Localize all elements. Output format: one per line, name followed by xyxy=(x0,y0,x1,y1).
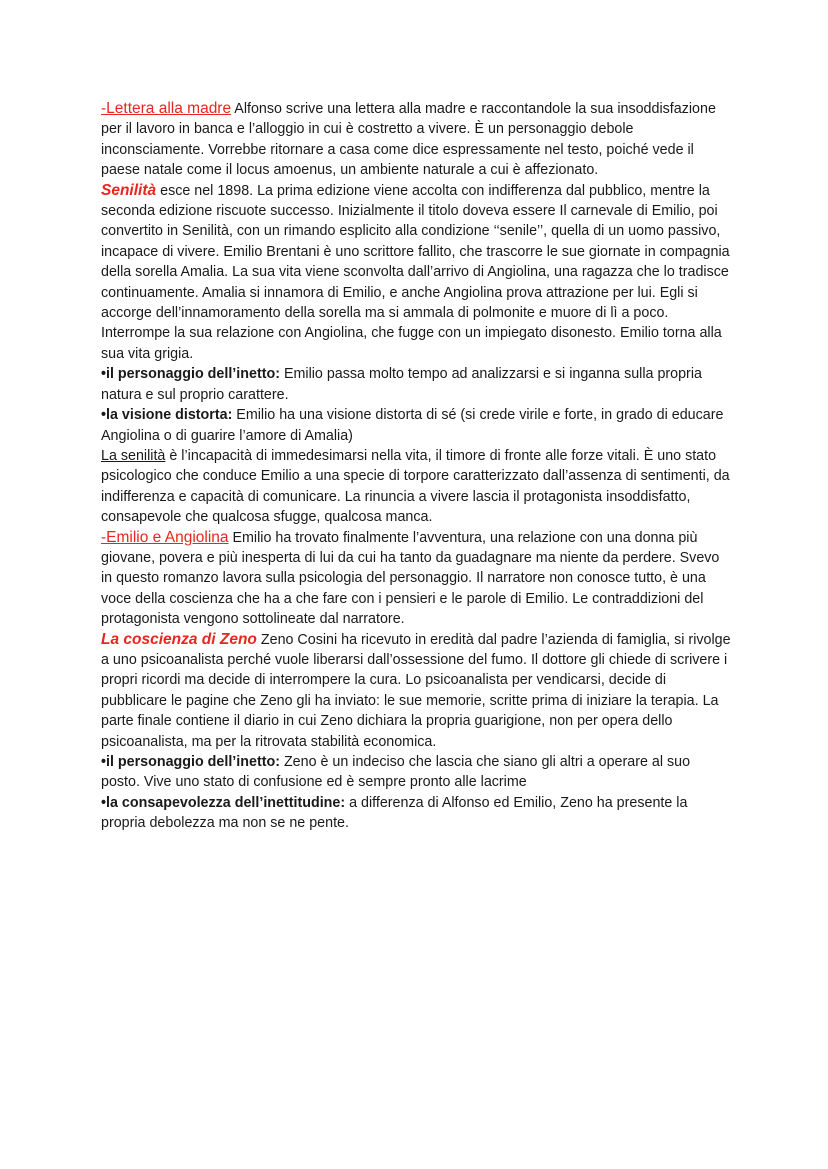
heading-coscienza-di-zeno: La coscienza di Zeno xyxy=(101,630,257,648)
paragraph-senilita-definizione xyxy=(101,446,731,528)
bullet-visione-distorta xyxy=(101,405,731,446)
text-lettera-alla-madre: Alfonso scrive una lettera alla madre e raccontandole la sua insoddisfazione per il lavoro in banca e l’alloggio in cui è costretto a vivere. È un personaggio debole inconsciamente. Vorrebbe ritornare a casa come dice espressamente nel testo, poiché vede il paese natale come il locus amoenus, un ambiente naturale a cui è affezionato. xyxy=(101,101,716,179)
heading-senilita: Senilità xyxy=(101,181,157,199)
text-emilio-e-angiolina: Emilio ha trovato finalmente l’avventura, una relazione con una donna più giovane, povera e più inesperta di lui da cui ha tanto da guadagnare ma niente da perdere. Svevo in questo romanzo lavora sulla psicologia del personaggio. Il narratore non conosce tutto, è una voce della coscienza che ha a che fare con i pensieri e le parole di Emilio. Le contraddizioni del protagonista vengono sottolineate dal narratore. xyxy=(101,529,720,628)
paragraph-lettera-alla-madre xyxy=(101,99,731,181)
paragraph-emilio-e-angiolina xyxy=(101,528,731,630)
paragraph-senilita xyxy=(101,181,731,365)
bullet-personaggio-inetto-emilio xyxy=(101,364,731,405)
text-personaggio-inetto-zeno: Zeno è un indeciso che lascia che siano gli altri a operare al suo posto. Vive uno stato di confusione ed è sempre pronto alle lacrime xyxy=(101,754,691,791)
label-visione-distorta: •la visione distorta: xyxy=(101,407,233,424)
text-visione-distorta: Emilio ha una visione distorta di sé (si crede virile e forte, in grado di educare Angiolina o di guarire l’amore di Amalia) xyxy=(101,407,724,444)
heading-lettera-alla-madre: -Lettera alla madre xyxy=(101,100,232,117)
label-senilita-definizione: La senilità xyxy=(101,447,166,464)
text-personaggio-inetto-emilio: Emilio passa molto tempo ad analizzarsi e si inganna sulla propria natura e sul proprio carattere. xyxy=(101,366,702,403)
text-senilita: esce nel 1898. La prima edizione viene accolta con indifferenza dal pubblico, mentre la seconda edizione riscuote successo. Inizialmente il titolo doveva essere Il carnevale di Emilio, poi convertito in Senilità, con un rimando esplicito alla condizione ‘‘senile’’, quella di un uomo passivo, incapace di vivere. Emilio Brentani è uno scrittore fallito, che trascorre le sue giornate in compagnia della sorella Amalia. La sua vita viene sconvolta dall’arrivo di Angiolina, una ragazza che lo tradisce continuamente. Amalia si innamora di Emilio, e anche Angiolina prova attrazione per lui. Egli si accorge dell’innamoramento della sorella ma si ammala di polmonite e muore di lì a poco. Interrompe la sua relazione con Angiolina, che fugge con un impiegato disonesto. Emilio torna alla sua vita grigia. xyxy=(101,182,730,362)
text-consapevolezza-inettitudine: a differenza di Alfonso ed Emilio, Zeno ha presente la propria debolezza ma non se ne pente. xyxy=(101,794,688,832)
label-personaggio-inetto-emilio: •il personaggio dell’inetto: xyxy=(101,366,280,383)
label-personaggio-inetto-zeno: •il personaggio dell’inetto: xyxy=(101,754,280,770)
label-consapevolezza-inettitudine: •la consapevolezza dell’inettitudine: xyxy=(101,794,346,811)
heading-emilio-e-angiolina: -Emilio e Angiolina xyxy=(101,528,229,546)
bullet-personaggio-inetto-zeno xyxy=(101,752,731,793)
text-coscienza-di-zeno: Zeno Cosini ha ricevuto in eredità dal padre l’azienda di famiglia, si rivolge a uno psicoanalista perché vuole liberarsi dall’ossessione del fumo. Il dottore gli chiede di scrivere i propri ricordi ma decide di interrompere la cura. Lo psicoanalista per vendicarsi, decide di pubblicare le pagine che Zeno gli ha inviato: le sue memorie, scritte prima di iniziare la terapia. La parte finale contiene il diario in cui Zeno dichiara la propria guarigione, non per opera dello psicoanalista, ma per la ritrovata stabilità economica. xyxy=(101,631,731,750)
paragraph-coscienza-di-zeno xyxy=(101,630,731,752)
bullet-consapevolezza-inettitudine xyxy=(101,793,731,834)
document-page xyxy=(101,99,731,834)
text-senilita-definizione: è l’incapacità di immedesimarsi nella vita, il timore di fronte alle forze vitali. È uno stato psicologico che conduce Emilio a una specie di torpore caratterizzato dall’assenza di sentimenti, da indifferenza e capacità di comunicare. La rinuncia a vivere lascia il protagonista insoddisfatto, consapevole che qualcosa sfugge, qualcosa manca. xyxy=(101,447,730,526)
